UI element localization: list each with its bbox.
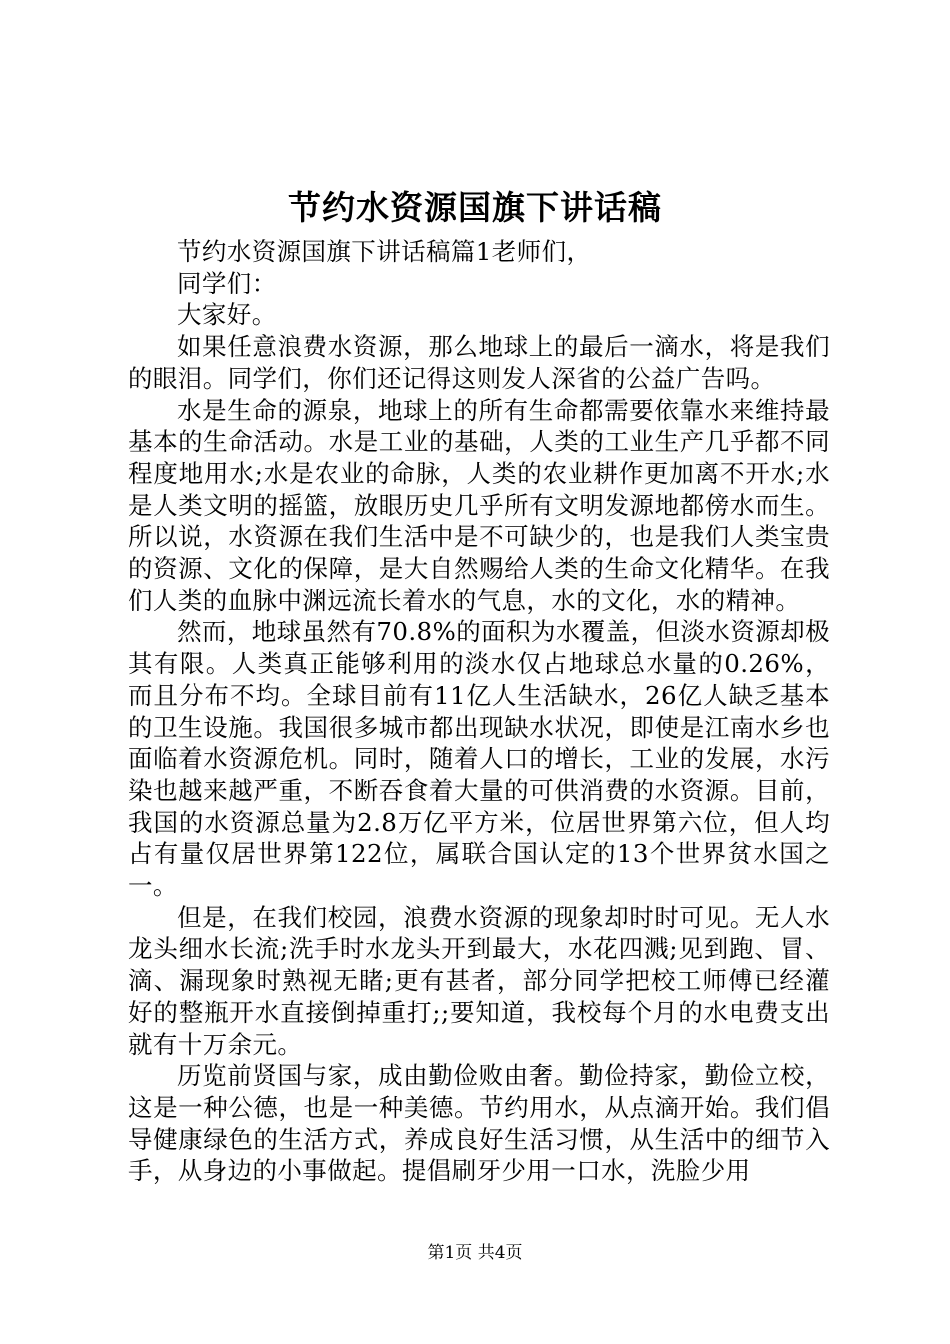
- paragraph-5: 历览前贤国与家，成由勤俭败由奢。勤俭持家，勤俭立校，这是一种公德，也是一种美德。节约用水，从点滴开始。我们倡导健康绿色的生活方式，养成良好生活习惯，从生活中的细节入手，从身边的小事做起。提倡刷牙少用一口水，洗脸少用: [128, 1061, 830, 1186]
- paragraph-greeting-all: 大家好。: [177, 300, 277, 330]
- paragraph-1: 如果任意浪费水资源，那么地球上的最后一滴水，将是我们的眼泪。同学们，你们还记得这则发人深省的公益广告吗。: [128, 332, 830, 393]
- paragraph-intro: 节约水资源国旗下讲话稿篇1老师们，: [177, 237, 592, 266]
- document-title: 节约水资源国旗下讲话稿: [288, 188, 662, 227]
- document-body: [128, 236, 830, 1187]
- paragraph-2: 水是生命的源泉，地球上的所有生命都需要依靠水来维持最基本的生命活动。水是工业的基础，人类的工业生产几乎都不同程度地用水;水是农业的命脉，人类的农业耕作更加离不开水;水是人类文明的摇篮，放眼历史几乎所有文明发源地都傍水而生。所以说，水资源在我们生活中是不可缺少的，也是我们人类宝贵的资源、文化的保障，是大自然赐给人类的生命文化精华。在我们人类的血脉中渊远流长着水的气息，水的文化，水的精神。: [128, 395, 830, 615]
- page-footer: 第1页 共4页: [427, 1243, 523, 1263]
- paragraph-4: 但是，在我们校园，浪费水资源的现象却时时可见。无人水龙头细水长流;洗手时水龙头开到最大，水花四溅;见到跑、冒、滴、漏现象时熟视无睹;更有甚者，部分同学把校工师傅已经灌好的整瓶开水直接倒掉重打;;要知道，我校每个月的水电费支出就有十万余元。: [128, 902, 830, 1059]
- paragraph-greeting-students: 同学们：: [177, 268, 277, 298]
- paragraph-3: 然而，地球虽然有70.8%的面积为水覆盖，但淡水资源却极其有限。人类真正能够利用的淡水仅占地球总水量的0.26%，而且分布不均。全球目前有11亿人生活缺水，26亿人缺乏基本的卫生设施。我国很多城市都出现缺水状况，即使是江南水乡也面临着水资源危机。同时，随着人口的增长，工业的发展，水污染也越来越严重，不断吞食着大量的可供消费的水资源。目前，我国的水资源总量为2.8万亿平方米，位居世界第六位，但人均占有量仅居世界第122位，属联合国认定的13个世界贫水国之一。: [128, 617, 830, 901]
